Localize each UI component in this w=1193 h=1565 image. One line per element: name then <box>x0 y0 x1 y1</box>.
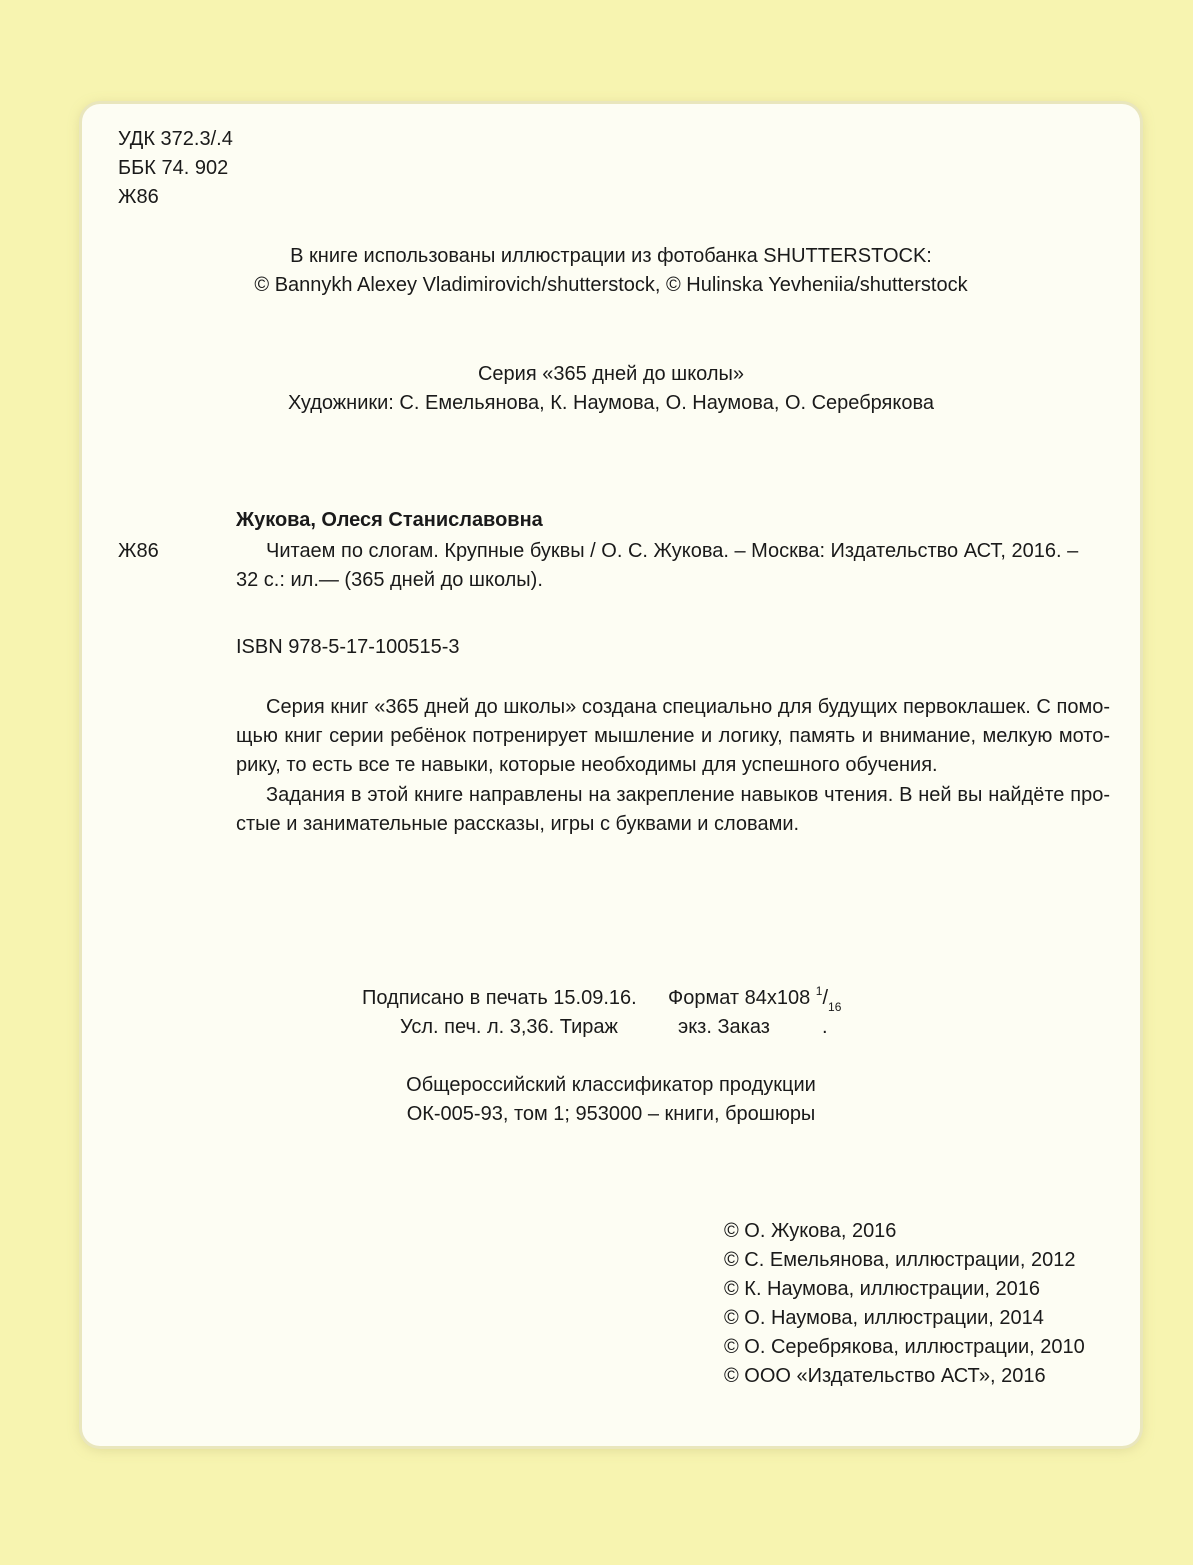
annotation-p1-line-3: рику, то есть все те навыки, которые необходимы для успешного обучения. <box>236 754 938 776</box>
print-order-period: . <box>822 1016 828 1038</box>
copyright-line: © К. Наумова, иллюстрации, 2016 <box>724 1278 1041 1300</box>
print-sheets: Усл. печ. л. 3,36. Тираж <box>400 1016 618 1038</box>
illustrations-credits: © Bannykh Alexey Vladimirovich/shutterstock, © Hulinska Yevheniia/shutterstock <box>254 274 968 296</box>
print-format-slash: / <box>822 987 829 1009</box>
udk-code: УДК 372.3/.4 <box>118 128 233 150</box>
copyright-line: © О. Серебрякова, иллюстрации, 2010 <box>724 1336 1085 1358</box>
series-title: Серия «365 дней до школы» <box>477 363 745 385</box>
print-format-numerator: 1 <box>815 984 823 998</box>
print-format <box>668 984 841 1015</box>
annotation-p2-line-2: стые и занимательные рассказы, игры с буквами и словами. <box>236 813 800 835</box>
print-copies-order: экз. Заказ <box>678 1016 770 1038</box>
print-format-denominator: 16 <box>828 1000 842 1014</box>
classifier-title: Общероссийский классификатор продукции <box>406 1074 816 1096</box>
copyright-line: © ООО «Издательство АСТ», 2016 <box>724 1365 1046 1387</box>
bibliography-line-2: 32 с.: ил.— (365 дней до школы). <box>236 569 543 591</box>
copyright-list <box>724 1217 1085 1391</box>
print-format-label: Формат 84x108 <box>668 987 811 1009</box>
signed-to-print: Подписано в печать 15.09.16. <box>362 987 637 1009</box>
author-heading: Жукова, Олеся Станиславовна <box>236 509 543 531</box>
annotation-p2-line-1: Задания в этой книге направлены на закрепление навыков чтения. В ней вы найдёте про- <box>266 784 1110 806</box>
bibliography-line-1: Читаем по слогам. Крупные буквы / О. С. Жукова. – Москва: Издательство АСТ, 2016. – <box>266 540 1079 562</box>
illustrations-note: В книге использованы иллюстрации из фотобанка SHUTTERSTOCK: <box>290 245 932 267</box>
author-mark: Ж86 <box>118 186 159 208</box>
bibliography-author-mark: Ж86 <box>118 540 159 562</box>
bbk-code: ББК 74. 902 <box>118 157 229 179</box>
annotation-p1-line-2: щью книг серии ребёнок потренирует мышление и логику, память и внимание, мелкую мото- <box>236 725 1110 747</box>
copyright-line: © С. Емельянова, иллюстрации, 2012 <box>724 1249 1076 1271</box>
series-artists: Художники: С. Емельянова, К. Наумова, О. Наумова, О. Серебрякова <box>287 392 934 414</box>
annotation-p1-line-1: Серия книг «365 дней до школы» создана специально для будущих первоклашек. С помо- <box>266 696 1110 718</box>
copyright-line: © О. Жукова, 2016 <box>724 1220 897 1242</box>
classifier-code: ОК-005-93, том 1; 953000 – книги, брошюры <box>406 1103 816 1125</box>
isbn: ISBN 978-5-17-100515-3 <box>236 636 460 658</box>
copyright-line: © О. Наумова, иллюстрации, 2014 <box>724 1307 1044 1329</box>
